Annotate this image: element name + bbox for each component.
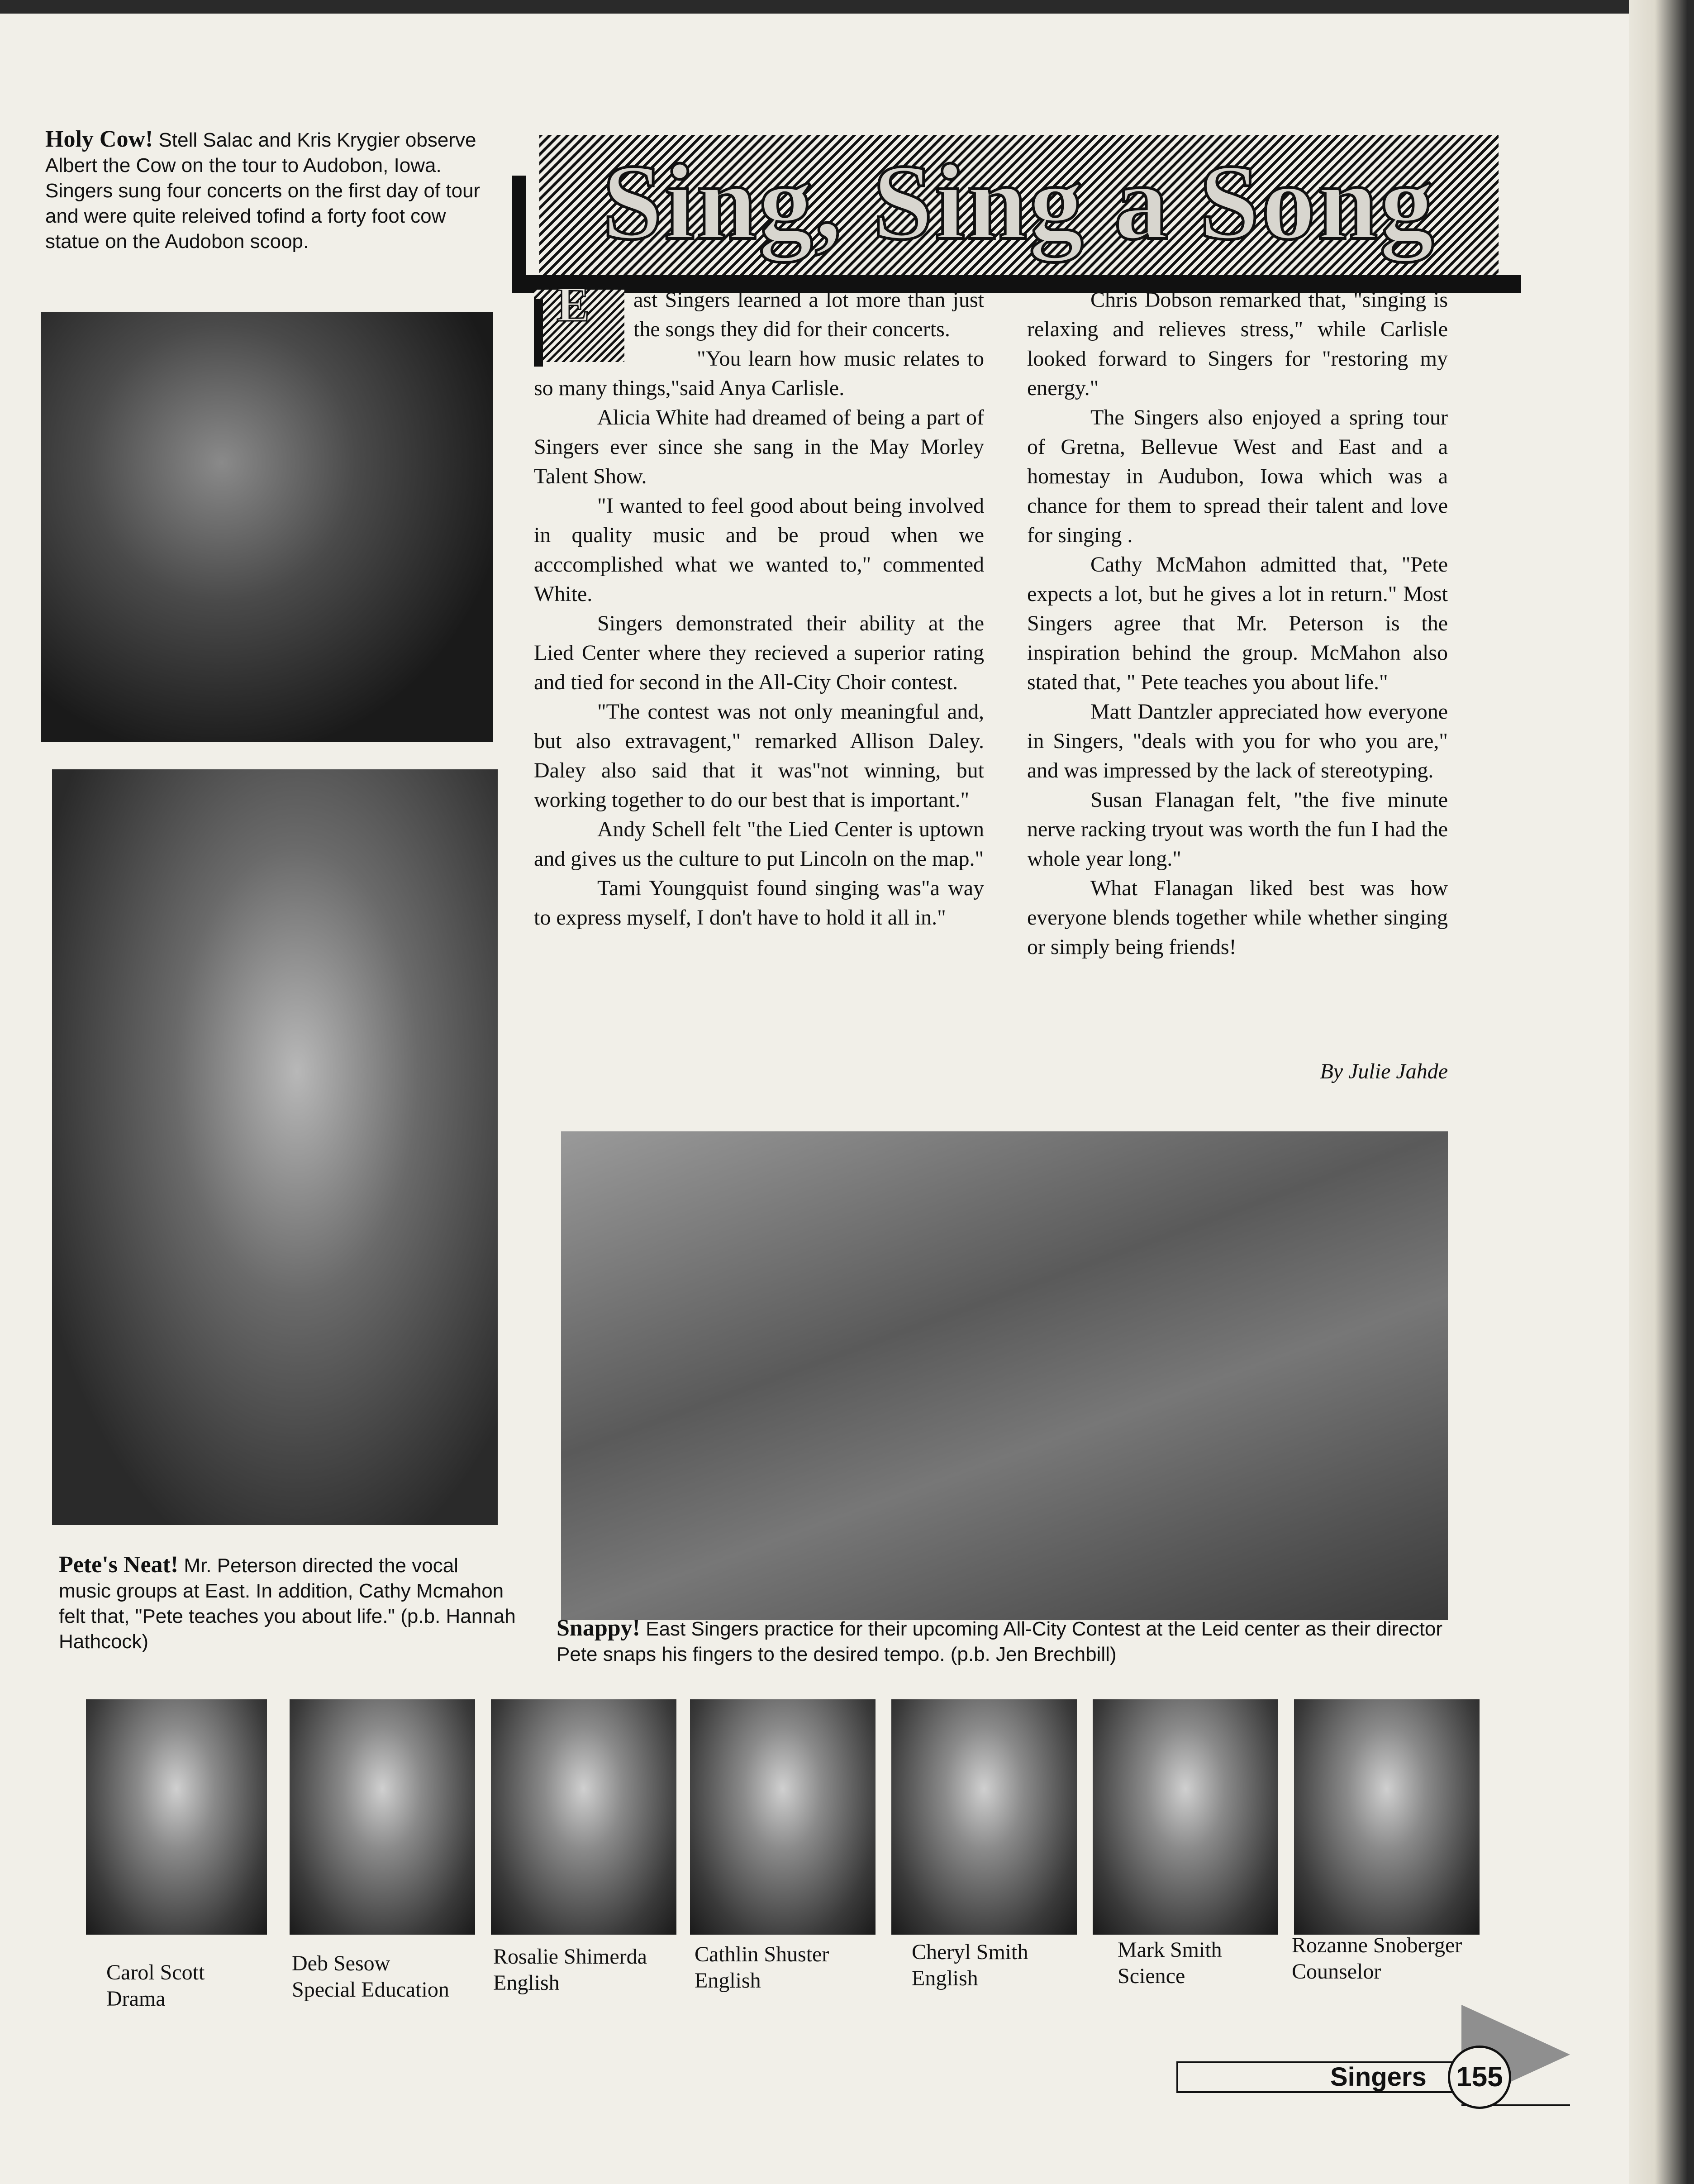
faculty-subject: English (695, 1969, 761, 1993)
article-paragraph: Matt Dantzler appreciated how everyone in Singers, "deals with you for who you are," and was impressed by the lack of stereotyping. (1027, 700, 1448, 782)
page-number: 155 (1448, 2046, 1511, 2109)
faculty-subject: Science (1118, 1964, 1185, 1988)
faculty-caption (912, 1939, 1028, 1992)
faculty-name: Cheryl Smith (912, 1940, 1028, 1964)
faculty-subject: English (493, 1971, 560, 1995)
book-spine (1629, 0, 1694, 2184)
article-paragraph: "You learn how music relates to so many things,"said Anya Carlisle. (534, 347, 984, 400)
faculty-portrait (891, 1699, 1077, 1935)
faculty-caption (106, 1960, 205, 2012)
article-paragraph: ast Singers learned a lot more than just the songs they did for their concerts. (633, 288, 984, 341)
caption-lead: Snappy! (557, 1615, 640, 1641)
caption-lead: Holy Cow! (45, 126, 153, 152)
faculty-portrait (1093, 1699, 1278, 1935)
faculty-caption (493, 1944, 647, 1996)
article-paragraph: Susan Flanagan felt, "the five minute nerve racking tryout was worth the fun I had the whole year long." (1027, 788, 1448, 871)
faculty-subject: Counselor (1292, 1960, 1381, 1984)
faculty-caption (292, 1950, 449, 2003)
faculty-portrait (290, 1699, 475, 1935)
photo-choir-practice (561, 1131, 1448, 1620)
drop-cap: E (534, 290, 624, 362)
caption-text: East Singers practice for their upcoming All-City Contest at the Leid center as their director Pete snaps his fingers to the desired tempo. (p.b. Jen Brechbill) (557, 1618, 1443, 1665)
article-paragraph: "The contest was not only meaningful and, but also extravagent," remarked Allison Daley. Daley also said that it was"not winning, but working together to do our best that is important." (534, 700, 984, 812)
yearbook-page (0, 14, 1629, 2184)
faculty-caption (1118, 1937, 1222, 1989)
article-paragraph: Alicia White had dreamed of being a part of Singers ever since she sang in the May Morley Talent Show. (534, 405, 984, 488)
caption-lead: Pete's Neat! (59, 1552, 179, 1578)
article-paragraph: Singers demonstrated their ability at the Lied Center where they recieved a superior rating and tied for second in the All-City Choir contest. (534, 611, 984, 694)
faculty-caption (695, 1941, 829, 1994)
faculty-name: Carol Scott (106, 1960, 205, 1984)
article-paragraph: Chris Dobson remarked that, "singing is relaxing and relieves stress," while Carlisle looked forward to Singers for "restoring my energy." (1027, 288, 1448, 400)
photo-friends (41, 312, 493, 742)
faculty-caption (1292, 1932, 1462, 1985)
byline: By Julie Jahde (1320, 1059, 1448, 1083)
article-paragraph: Tami Youngquist found singing was"a way to express myself, I don't have to hold it all in." (534, 876, 984, 930)
faculty-name: Rosalie Shimerda (493, 1945, 647, 1969)
faculty-name: Cathlin Shuster (695, 1942, 829, 1966)
caption-holy-cow (45, 127, 498, 254)
caption-petes-neat (59, 1552, 516, 1655)
page-title: Sing, Sing a Song (602, 142, 1436, 262)
faculty-portrait (491, 1699, 676, 1935)
section-label: Singers (1330, 2062, 1427, 2092)
article-column-2 (1027, 285, 1448, 962)
faculty-portrait (1294, 1699, 1480, 1935)
article-paragraph: What Flanagan liked best was how everyone blends together while whether singing or simply being friends! (1027, 876, 1448, 959)
article-paragraph: "I wanted to feel good about being involved in quality music and be proud when we acccomplished what we wanted to," commented White. (534, 494, 984, 606)
faculty-subject: English (912, 1966, 978, 1990)
article-paragraph: The Singers also enjoyed a spring tour of Gretna, Bellevue West and East and a homestay in Audubon, Iowa which was a chance for them to spread their talent and love for singing . (1027, 405, 1448, 547)
faculty-name: Mark Smith (1118, 1938, 1222, 1962)
caption-text: Stell Salac and Kris Krygier observe Albert the Cow on the tour to Audobon, Iowa. Singers sung four concerts on the first day of tour and were quite releived tofind a forty foot cow statue on the Audobon scoop. (45, 129, 481, 253)
faculty-subject: Drama (106, 1987, 166, 2011)
faculty-portrait (86, 1699, 267, 1935)
article-paragraph: Andy Schell felt "the Lied Center is uptown and gives us the culture to put Lincoln on the map." (534, 817, 984, 871)
faculty-portrait (690, 1699, 876, 1935)
caption-text: Mr. Peterson directed the vocal music groups at East. In addition, Cathy Mcmahon felt that, "Pete teaches you about life." (p.b. Hannah Hathcock) (59, 1555, 516, 1653)
title-banner (539, 135, 1499, 275)
faculty-subject: Special Education (292, 1978, 449, 2002)
article-column-1 (534, 277, 984, 932)
faculty-name: Deb Sesow (292, 1951, 390, 1975)
faculty-name: Rozanne Snoberger (1292, 1933, 1462, 1957)
caption-snappy (557, 1616, 1461, 1667)
article-paragraph: Cathy McMahon admitted that, "Pete expects a lot, but he gives a lot in return." Most Singers agree that Mr. Peterson is the inspiration behind the group. McMahon also stated that, " Pete teaches you about life." (1027, 553, 1448, 694)
photo-mr-peterson (52, 769, 498, 1525)
